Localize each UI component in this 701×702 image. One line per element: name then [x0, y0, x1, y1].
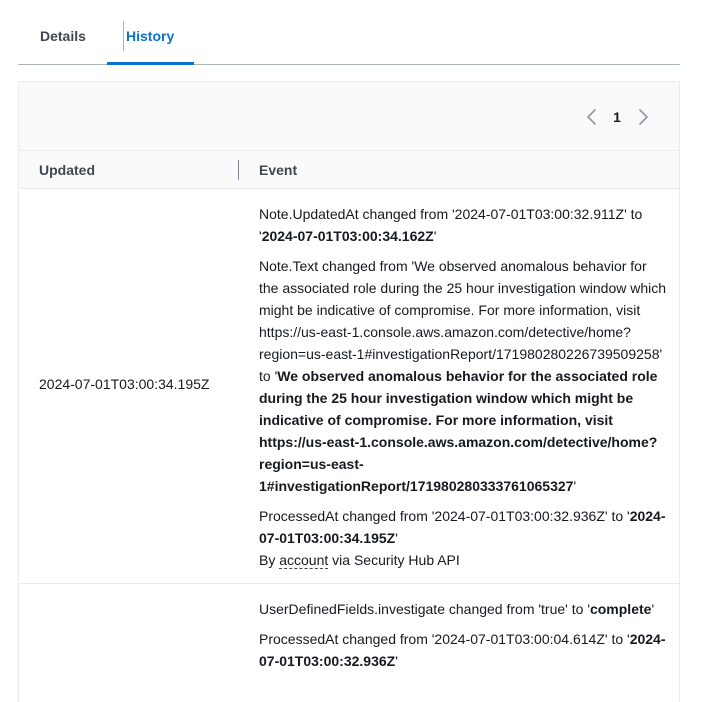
event-byline: By account via Security Hub API	[259, 552, 460, 568]
event-entry: UserDefinedFields.investigate changed from 'true' to 'complete'	[259, 601, 655, 617]
table-row	[19, 189, 679, 584]
table-row	[19, 584, 679, 702]
updated-timestamp: 2024-07-01T03:00:34.195Z	[39, 376, 210, 392]
pagination	[577, 105, 657, 129]
column-header-event: Event	[259, 162, 298, 178]
page-number[interactable]: 1	[613, 109, 621, 125]
event-cell	[259, 203, 669, 571]
event-cell	[259, 598, 669, 680]
chevron-left-icon[interactable]	[577, 105, 605, 129]
tab-details[interactable]: Details	[40, 28, 86, 44]
event-entry: Note.UpdatedAt changed from '2024-07-01T03:00:32.911Z' to '2024-07-01T03:00:34.162Z'	[259, 206, 643, 244]
tab-bar	[18, 0, 680, 65]
event-entry: ProcessedAt changed from '2024-07-01T03:00:04.614Z' to '2024-07-01T03:00:32.936Z'	[259, 631, 666, 669]
table-toolbar	[19, 82, 679, 150]
history-table-container	[18, 81, 680, 702]
table-header	[19, 150, 679, 189]
account-link[interactable]: account	[279, 552, 329, 568]
event-entry: ProcessedAt changed from '2024-07-01T03:00:32.936Z' to '2024-07-01T03:00:34.195Z'	[259, 508, 666, 546]
tab-history[interactable]: History	[126, 28, 175, 44]
column-header-updated[interactable]: Updated	[39, 162, 95, 178]
tab-divider	[123, 21, 124, 51]
active-tab-indicator	[107, 62, 194, 65]
chevron-right-icon[interactable]	[629, 105, 657, 129]
event-entry: Note.Text changed from 'We observed anomalous behavior for the associated role during the 25 hour investigation window which might be indicative of compromise. For more information, visit https://us-east-1.console.aws.amazon.com/detective/home?region=us-east-1#investigationReport/171980280226739509258' to 'We observed anomalous behavior for the associated role during the 25 hour investigation window which might be indicative of compromise. For more information, visit https://us-east-1.console.aws.amazon.com/detective/home?region=us-east-1#investigationReport/171980280333761065327'	[259, 258, 667, 494]
column-resize-handle[interactable]	[238, 160, 239, 180]
